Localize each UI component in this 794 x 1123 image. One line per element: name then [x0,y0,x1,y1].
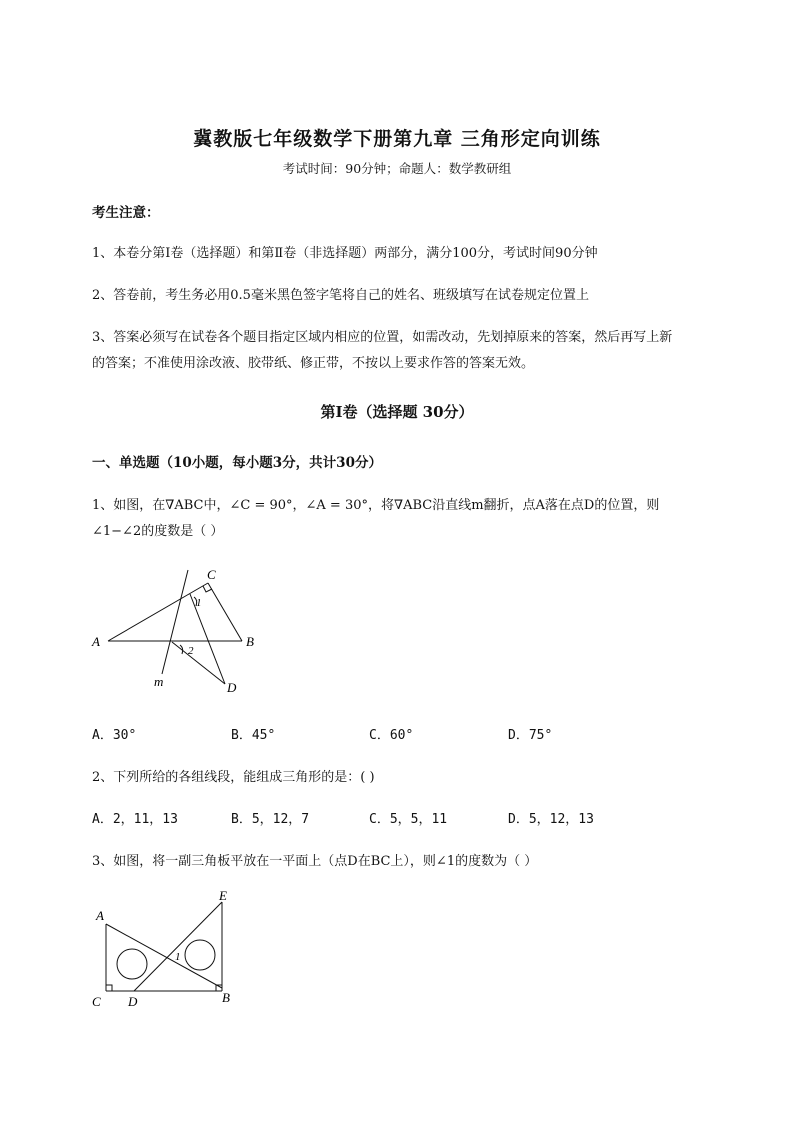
label-b: B [246,634,254,649]
notice-item-3-continued: 的答案；不准使用涂改液、胶带纸、修正带，不按以上要求作答的答案无效。 [92,356,535,371]
section-title: 第I卷（选择题 30分） [320,403,474,421]
triangle-ruler-hole-2 [185,940,215,970]
right-angle-mark-c [106,985,112,991]
question-1-text-continued: ∠1−∠2的度数是（ ） [92,524,224,539]
q2-option-a[interactable]: A．2，11，13 [92,812,178,827]
label-c: C [207,567,216,582]
segment-ac [108,583,208,641]
question-3-figure [88,884,248,1014]
label-e: E [219,888,227,903]
label-a: A [96,908,104,923]
segment-cb [208,583,242,641]
notice-item-3: 3、答案必须写在试卷各个题目指定区域内相应的位置，如需改动，先划掉原来的答案，然后再写上新 [92,330,673,345]
label-c: C [92,994,101,1009]
q1-option-c[interactable]: C．60° [369,728,414,743]
q2-option-d[interactable]: D．5，12，13 [508,812,594,827]
q1-option-d[interactable]: D．75° [508,728,553,743]
question-1-figure [90,562,270,702]
segment-ab [106,924,222,988]
label-d: D [128,994,138,1009]
line-m [162,570,188,674]
label-a: A [92,634,100,649]
notice-item-1: 1、本卷分第I卷（选择题）和第Ⅱ卷（非选择题）两部分，满分100分，考试时间90分钟 [92,246,598,261]
label-b: B [222,990,230,1005]
document-title: 冀教版七年级数学下册第九章 三角形定向训练 [193,128,601,150]
q2-option-b[interactable]: B．5，12，7 [231,812,310,827]
question-1-text: 1、如图，在∇ABC中，∠C = 90°，∠A = 30°，将∇ABC沿直线m翻折，点A落在点D的位置，则 [92,498,660,513]
label-angle-1: 1 [196,597,202,609]
q1-option-a[interactable]: A．30° [92,728,137,743]
triangle-ruler-hole-1 [117,949,147,979]
part-heading: 一、单选题（10小题，每小题3分，共计30分） [92,455,382,471]
question-3-text: 3、如图，将一副三角板平放在一平面上（点D在BC上），则∠1的度数为（ ） [92,854,538,869]
label-angle-1: 1 [175,951,181,963]
q2-option-c[interactable]: C．5，5，11 [369,812,448,827]
label-angle-2: 2 [188,645,194,657]
notice-item-2: 2、答卷前，考生务必用0.5毫米黑色签字笔将自己的姓名、班级填写在试卷规定位置上 [92,288,589,303]
notice-heading: 考生注意： [92,205,160,221]
exam-info: 考试时间：90分钟；命题人：数学教研组 [282,161,512,176]
label-m: m [154,674,164,689]
question-2-text: 2、下列所给的各组线段，能组成三角形的是：( ) [92,770,375,785]
label-d: D [227,680,237,695]
q1-option-b[interactable]: B．45° [231,728,276,743]
